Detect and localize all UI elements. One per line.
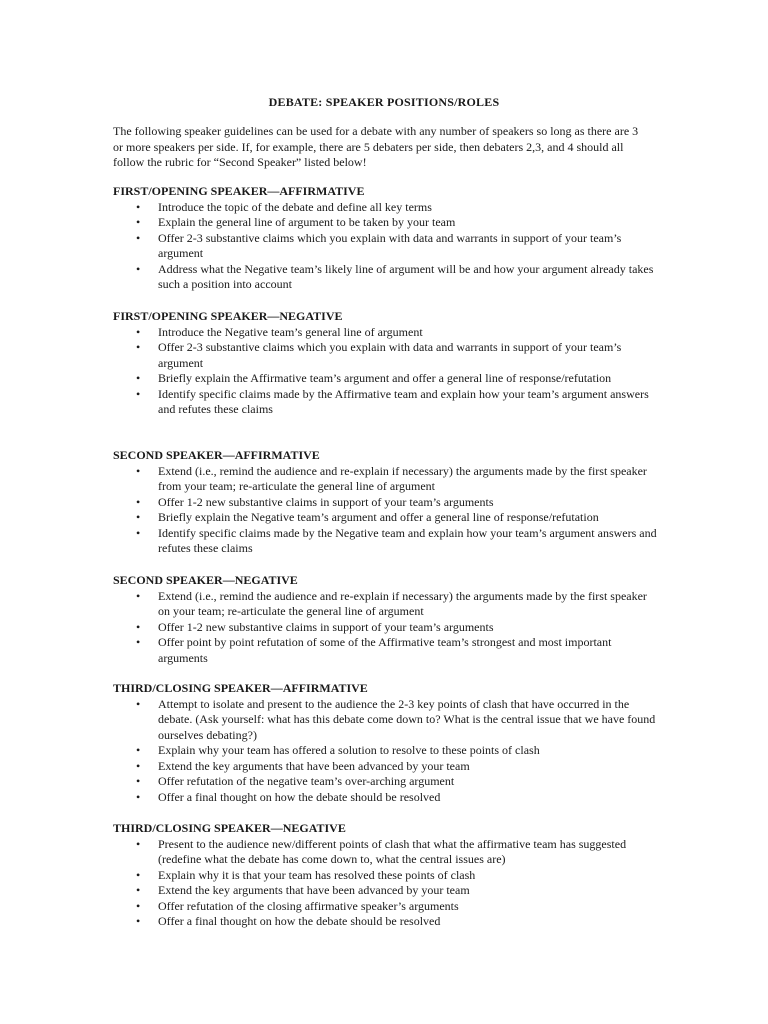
list-item [113, 495, 658, 511]
list-item [113, 589, 658, 620]
section-second-speaker-affirmative [113, 448, 658, 557]
bullet-icon: • [136, 743, 141, 757]
bullet-icon: • [136, 696, 141, 711]
list-item [113, 759, 658, 775]
list-item [113, 790, 658, 806]
section-second-speaker-negative [113, 573, 658, 666]
bullet-icon: • [136, 324, 141, 339]
list-item-text: Offer 1-2 new substantive claims in support of your team’s arguments [158, 619, 494, 634]
list-item [113, 387, 658, 418]
bullet-icon: • [136, 494, 141, 509]
list-item-text: Attempt to isolate and present to the audience the 2-3 key points of clash that have occurred in the debate. (Ask yourself: what has this debate come down to? What is the central issue that we have found ourselves debating?) [158, 696, 656, 742]
list-item-text: Briefly explain the Negative team’s argument and offer a general line of response/refutation [158, 510, 599, 524]
list-item-text: Explain why it is that your team has resolved these points of clash [158, 867, 476, 882]
bullet-icon: • [136, 230, 141, 245]
bullet-icon: • [136, 463, 141, 478]
bullet-icon: • [136, 619, 141, 634]
list-item-text: Identify specific claims made by the Negative team and explain how your team’s argument answers and refutes these claims [158, 525, 657, 555]
bullet-icon: • [136, 789, 141, 804]
bullet-icon: • [136, 340, 141, 354]
list-item [113, 697, 658, 744]
section-first-speaker-affirmative [113, 184, 658, 293]
bullet-icon: • [136, 215, 141, 229]
list-item [113, 899, 658, 915]
bullet-icon: • [136, 883, 141, 897]
list-item-text: Extend (i.e., remind the audience and re-explain if necessary) the arguments made by the first speaker from your team; re-articulate the general line of argument [158, 463, 647, 493]
section-third-speaker-negative [113, 821, 658, 930]
section-first-speaker-negative [113, 309, 658, 418]
list-item-text: Offer refutation of the closing affirmative speaker’s arguments [158, 898, 459, 913]
section-third-speaker-affirmative [113, 681, 658, 805]
list-item-text: Offer 1-2 new substantive claims in support of your team’s arguments [158, 494, 494, 509]
bullet-list [113, 697, 658, 806]
list-item-text: Extend (i.e., remind the audience and re-explain if necessary) the arguments made by the first speaker on your team; re-articulate the general line of argument [158, 588, 647, 618]
list-item-text: Offer point by point refutation of some of the Affirmative team’s strongest and most important arguments [158, 635, 612, 665]
list-item-text: Offer refutation of the negative team’s over-arching argument [158, 774, 455, 788]
section-heading: FIRST/OPENING SPEAKER—NEGATIVE [113, 309, 343, 323]
list-item [113, 526, 658, 557]
bullet-icon: • [136, 510, 141, 524]
bullet-icon: • [136, 199, 141, 214]
list-item [113, 464, 658, 495]
bullet-icon: • [136, 914, 141, 928]
bullet-icon: • [136, 898, 141, 913]
page-title: DEBATE: SPEAKER POSITIONS/ROLES [268, 95, 500, 109]
list-item [113, 620, 658, 636]
list-item-text: Extend the key arguments that have been advanced by your team [158, 883, 470, 897]
list-item [113, 215, 658, 231]
bullet-list [113, 200, 658, 293]
list-item [113, 510, 658, 526]
list-item-text: Address what the Negative team’s likely line of argument will be and how your argument already takes such a position into account [158, 261, 654, 291]
list-item-text: Introduce the topic of the debate and define all key terms [158, 199, 432, 214]
list-item-text: Offer 2-3 substantive claims which you explain with data and warrants in support of your team’s argument [158, 230, 622, 260]
section-heading: FIRST/OPENING SPEAKER—AFFIRMATIVE [113, 184, 365, 198]
list-item-text: Explain the general line of argument to be taken by your team [158, 215, 456, 229]
bullet-icon: • [136, 635, 141, 649]
bullet-icon: • [136, 774, 141, 788]
bullet-list [113, 464, 658, 557]
bullet-icon: • [136, 371, 141, 385]
list-item-text: Present to the audience new/different points of clash that what the affirmative team has suggested (redefine what the debate has come down to, what the central issues are) [158, 836, 627, 866]
list-item [113, 914, 658, 930]
list-item [113, 868, 658, 884]
list-item-text: Extend the key arguments that have been advanced by your team [158, 758, 470, 773]
list-item [113, 340, 658, 371]
bullet-icon: • [136, 867, 141, 882]
list-item-text: Introduce the Negative team’s general line of argument [158, 324, 423, 339]
list-item-text: Explain why your team has offered a solution to resolve to these points of clash [158, 743, 540, 757]
list-item [113, 774, 658, 790]
intro-paragraph: The following speaker guidelines can be used for a debate with any number of speakers so long as there are 3 or more speakers per side. If, for example, there are 5 debaters per side, then debaters 2,3, and 4 should all follow the rubric for “Second Speaker” listed below! [113, 124, 639, 169]
list-item [113, 200, 658, 216]
list-item [113, 325, 658, 341]
list-item [113, 635, 658, 666]
list-item-text: Briefly explain the Affirmative team’s argument and offer a general line of response/refutation [158, 371, 612, 385]
section-heading: SECOND SPEAKER—NEGATIVE [113, 573, 298, 587]
list-item [113, 231, 658, 262]
list-item-text: Offer a final thought on how the debate should be resolved [158, 914, 441, 928]
list-item [113, 371, 658, 387]
list-item [113, 743, 658, 759]
section-heading: SECOND SPEAKER—AFFIRMATIVE [113, 448, 320, 462]
list-item-text: Identify specific claims made by the Affirmative team and explain how your team’s argument answers and refutes these claims [158, 386, 649, 416]
bullet-icon: • [136, 588, 141, 603]
list-item-text: Offer 2-3 substantive claims which you explain with data and warrants in support of your team’s argument [158, 340, 622, 370]
bullet-icon: • [136, 261, 141, 276]
bullet-icon: • [136, 386, 141, 401]
bullet-icon: • [136, 836, 141, 851]
bullet-list [113, 589, 658, 667]
section-heading: THIRD/CLOSING SPEAKER—AFFIRMATIVE [113, 681, 368, 695]
list-item [113, 262, 658, 293]
list-item-text: Offer a final thought on how the debate should be resolved [158, 789, 441, 804]
section-heading: THIRD/CLOSING SPEAKER—NEGATIVE [113, 821, 346, 835]
bullet-icon: • [136, 525, 141, 540]
bullet-list [113, 837, 658, 930]
list-item [113, 883, 658, 899]
bullet-list [113, 325, 658, 418]
list-item [113, 837, 658, 868]
bullet-icon: • [136, 758, 141, 773]
